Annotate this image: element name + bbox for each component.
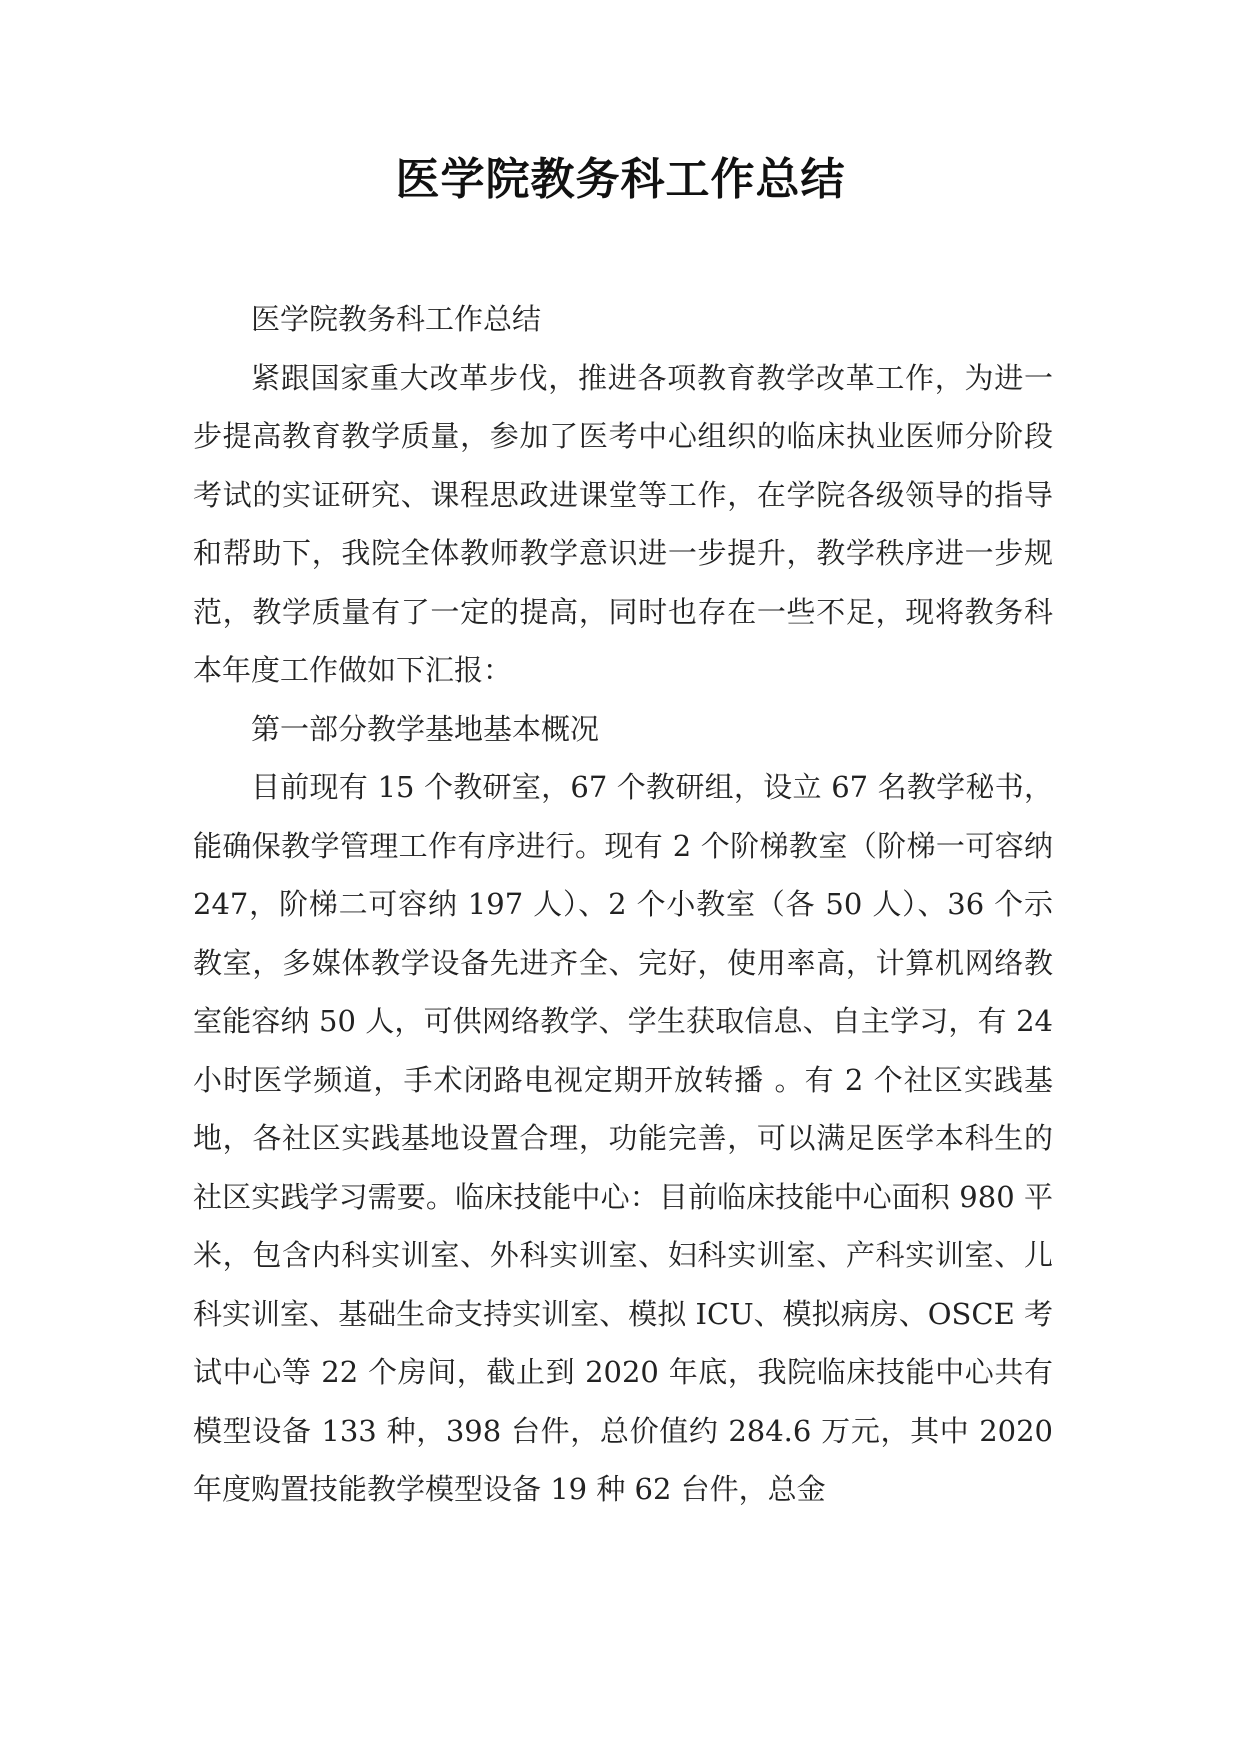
paragraph-intro: 紧跟国家重大改革步伐，推进各项教育教学改革工作，为进一步提高教育教学质量，参加了医考中心组织的临床执业医师分阶段考试的实证研究、课程思政进课堂等工作，在学院各级领导的指导和帮助下，我院全体教师教学意识进一步提升，教学秩序进一步规范，教学质量有了一定的提高，同时也存在一些不足，现将教务科本年度工作做如下汇报： xyxy=(193,360,1053,687)
document-body xyxy=(193,290,1053,1519)
paragraph-subtitle: 医学院教务科工作总结 xyxy=(251,302,542,336)
section-heading: 第一部分教学基地基本概况 xyxy=(251,711,600,746)
paragraph-facilities: 目前现有 15 个教研室，67 个教研组，设立 67 名教学秘书，能确保教学管理工作有序进行。现有 2 个阶梯教室（阶梯一可容纳 247，阶梯二可容纳 197 人）、2 个小教室（各 50 人）、36 个示教室，多媒体教学设备先进齐全、完好，使用率高，计算机网络教室能容纳 50 人，可供网络教学、学生获取信息、自主学习，有 24 小时医学频道，手术闭路电视定期开放转播 。有 2 个社区实践基地，各社区实践基地设置合理，功能完善，可以满足医学本科生的社区实践学习需要。临床技能中心：目前临床技能中心面积 980 平米，包含内科实训室、外科实训室、妇科实训室、产科实训室、儿科实训室、基础生命支持实训室、模拟 ICU、模拟病房、OSCE 考试中心等 22 个房间，截止到 2020 年底，我院临床技能中心共有模型设备 133 种，398 台件，总价值约 284.6 万元，其中 2020 年度购置技能教学模型设备 19 种 62 台件，总金 xyxy=(193,770,1053,1506)
document-title: 医学院教务科工作总结 xyxy=(395,154,846,205)
